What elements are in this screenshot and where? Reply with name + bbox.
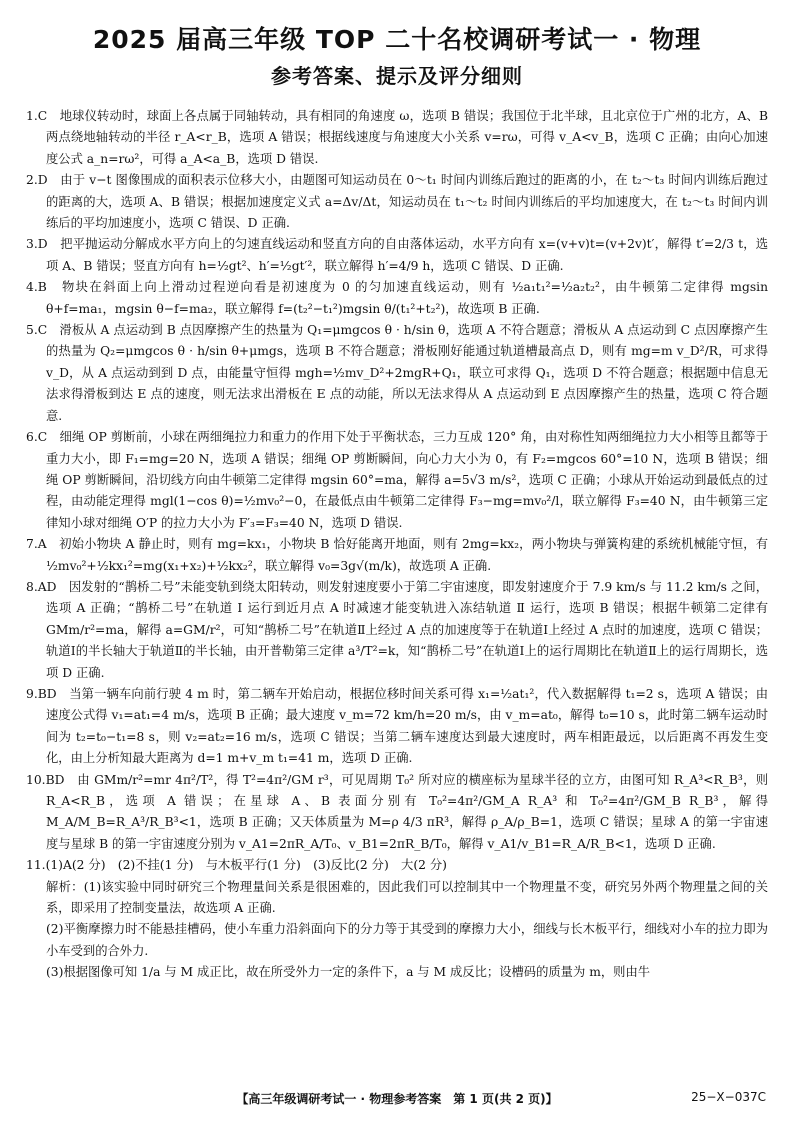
page-title: 2025 届高三年级 TOP 二十名校调研考试一 · 物理: [92, 25, 702, 54]
answer-item-1: 1.C 地球仪转动时，球面上各点属于同轴转动，具有相同的角速度 ω，选项 B 错误；我国位于北半球，且北京位于广州的北方，A、B 两点绕地轴转动的半径 r_A<r_B，选项 A 错误；根据线速度与角速度大小关系 v=rω，可得 v_A<v_B，选项 C 正确；由向心加速度公式 a_n=rω²，可得 a_A<a_B，选项 D 错误.: [26, 109, 768, 166]
answer-item-2: 2.D 由于 v−t 图像围成的面积表示位移大小，由题图可知运动员在 0～t₁ 时间内训练后跑过的距离的小，在 t₂～t₃ 时间内训练后跑过的距离的大，选项 A、B 错误；根据加速度定义式 a=Δv/Δt，知运动员在 t₁～t₂ 时间内训练后的平均加速度大，在 t₂～t₃ 时间内训练后的平均加速度小，选项 C 错误、D 正确.: [26, 173, 768, 231]
answer-item-9: 9.BD 当第一辆车向前行驶 4 m 时，第二辆车开始启动，根据位移时间关系可得 x₁=½at₁²，代入数据解得 t₁=2 s，选项 A 错误；由速度公式得 v₁=at₁=4 m/s，选项 B 正确；最大速度 v_m=72 km/h=20 m/s，由 v_m=at₀，解得 t₀=10 s，此时第二辆车运动时间为 t₂=t₀−t₁=8 s，则 v₂=at₂=16 m/s，选项 C 错误；当第二辆车速度达到最大速度时，两车相距最远，以后距离不再发生变化，由上分析知最大距离为 d=1 m+v_m t₁=41 m，选项 D 正确.: [26, 686, 768, 766]
page-subtitle: 参考答案、提示及评分细则: [271, 64, 523, 88]
answer-item-4: 4.B 物块在斜面上向上滑动过程逆向看是初速度为 0 的匀加速直线运动，则有 ½a₁t₁²=½a₂t₂²，由牛顿第二定律得 mgsin θ+f=ma₁，mgsin θ−f=ma₂，联立解得 f=(t₂²−t₁²)mgsin θ/(t₁²+t₂²)，故选项 B 正确.: [26, 280, 768, 316]
answer-item-10: 10.BD 由 GMm/r²=mr 4π²/T²，得 T²=4π²/GM r³，可见周期 T₀² 所对应的横座标为星球半径的立方，由图可知 R_A³<R_B³，则 R_A<R_B，选项 A 错误；在星球 A、B 表面分别有 T₀²=4π²/GM_A R_A³ 和 T₀²=4π²/GM_B R_B³，解得 M_A/M_B=R_A³/R_B³<1，选项 B 正确；又天体质量为 M=ρ 4/3 πR³，解得 ρ_A/ρ_B=1，选项 C 错误；星球 A 的第一宇宙速度与星球 B 的第一宇宙速度分别为 v_A1=2πR_A/T₀、v_B1=2πR_B/T₀，解得 v_A1/v_B1=R_A/R_B<1，选项 D 正确.: [26, 772, 768, 851]
explanation-line: (2)平衡摩擦力时不能悬挂槽码，使小车重力沿斜面向下的分力等于其受到的摩擦力大小，细线与长木板平行，细线对小车的拉力即为小车受到的合外力.: [46, 922, 768, 958]
answer-item-5: 5.C 滑板从 A 点运动到 B 点因摩擦产生的热量为 Q₁=μmgcos θ · h/sin θ，选项 A 不符合题意；滑板从 A 点运动到 C 点因摩擦产生的热量为 Q₂=μmgcos θ · h/sin θ+μmgs，选项 B 不符合题意；滑板刚好能通过轨道槽最高点 D，则有 mg=m v_D²/R，可求得 v_D，从 A 点运动到到 D 点，由能量守恒得 mgh=½mv_D²+2mgR+Q₁，联立可求得 Q₁，选项 D 不符合题意；根据题中信息无法求得滑板到达 E 点的速度，则无法求出滑板在 E 点的动能，所以无法求得从 A 点运动到 E 点因摩擦产生的热量，选项 C 符合题意.: [26, 323, 768, 423]
explanation-line: (3)根据图像可知 1/a 与 M 成正比，故在所受外力一定的条件下，a 与 M 成反比；设槽码的质量为 m，则由牛: [46, 965, 651, 980]
answer-item-8: 8.AD 因发射的“鹊桥二号”未能变轨到绕太阳转动，则发射速度要小于第二宇宙速度，即发射速度介于 7.9 km/s 与 11.2 km/s 之间，选项 A 正确；“鹊桥二号”在轨道 Ⅰ 运行到近月点 A 时减速才能变轨进入冻结轨道 Ⅱ 运行，选项 B 错误；根据牛顿第二定律有 GMm/r²=ma，解得 a=GM/r²，可知“鹊桥二号”在轨道Ⅱ上经过 A 点的加速度等于在轨道Ⅰ上经过 A 点时的加速度，选项 C 错误；轨道Ⅰ的半长轴大于轨道Ⅱ的半长轴，由开普勒第三定律 a³/T²=k，知“鹊桥二号”在轨道Ⅰ上的运行周期比在轨道Ⅱ上的运行周期长，选项 D 正确.: [26, 579, 768, 680]
answer-list: [26, 106, 768, 984]
footer-code: 25−X−037C: [691, 1090, 766, 1104]
footer-title: 【高三年级调研考试一 · 物理参考答案 第 1 页(共 2 页)】: [236, 1092, 558, 1106]
answer-item-6: 6.C 细绳 OP 剪断前，小球在两细绳拉力和重力的作用下处于平衡状态，三力互成 120° 角，由对称性知两细绳拉力大小相等且都等于重力大小，即 F₁=mg=20 N，选项 A 错误；细绳 OP 剪断瞬间，向心力大小为 0，有 F₂=mgcos 60°=10 N，选项 B 错误；细绳 OP 剪断瞬间，沿切线方向由牛顿第二定律得 mgsin 60°=ma，解得 a=5√3 m/s²，选项 C 正确；小球从开始运动到最低点的过程，由动能定理得 mgl(1−cos θ)=½mv₀²−0，在最低点由牛顿第二定律得 F₃−mg=mv₀²/l，联立解得 F₃=40 N，由牛顿第三定律知小球对细绳 O′P 的拉力大小为 F′₃=F₃=40 N，选项 D 错误.: [26, 430, 768, 530]
answer-item-7: 7.A 初始小物块 A 静止时，则有 mg=kx₁，小物块 B 恰好能离开地面，则有 2mg=kx₂，两小物块与弹簧构建的系统机械能守恒，有 ½mv₀²+½kx₁²=mg(x₁+x₂)+½kx₂²，联立解得 v₀=3g√(m/k)，故选项 A 正确.: [26, 537, 768, 573]
answer-item-11: 11.(1)A(2 分) (2)不挂(1 分) 与木板平行(1 分) (3)反比(2 分) 大(2 分): [26, 858, 447, 873]
explanation-line: 解析：(1)该实验中同时研究三个物理量间关系是很困难的，因此我们可以控制其中一个物理量不变，研究另外两个物理量之间的关系，即采用了控制变量法，故选项 A 正确.: [46, 879, 768, 916]
answer-item-3: 3.D 把平抛运动分解成水平方向上的匀速直线运动和竖直方向的自由落体运动，水平方向有 x=(v+v)t=(v+2v)t′，解得 t′=2/3 t，选项 A、B 错误；竖直方向有 h=½gt²、h′=½gt′²，联立解得 h′=4/9 h，选项 C 错误、D 正确.: [26, 237, 768, 273]
